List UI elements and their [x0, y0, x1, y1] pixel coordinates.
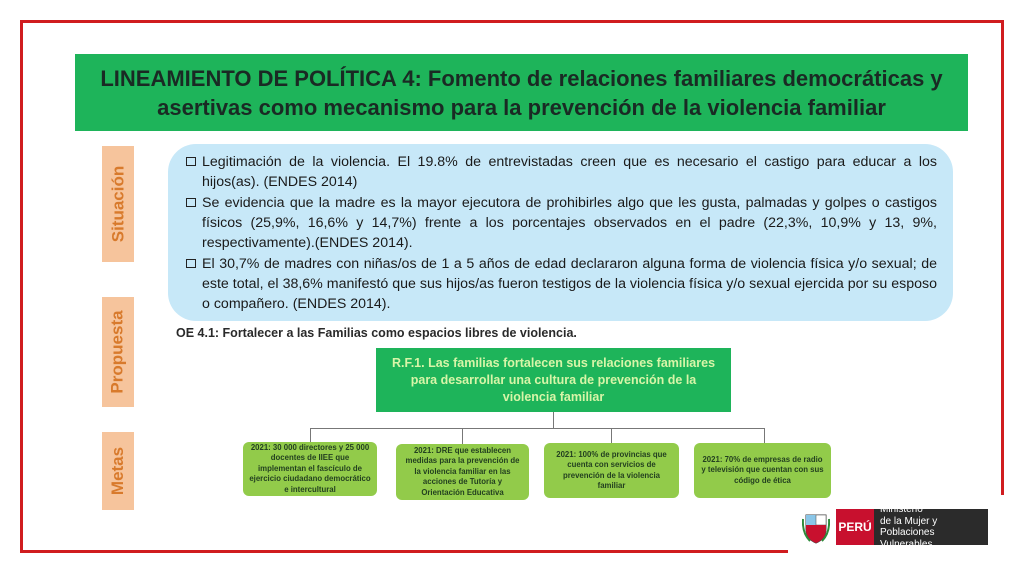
- meta-text: 2021: DRE que establecen medidas para la prevención de la violencia familiar en las acciones de Tutoría y Orientación Educativa: [405, 445, 520, 497]
- label-situacion-text: Situación: [108, 165, 128, 243]
- ministry-logo: [802, 506, 988, 548]
- meta-box: [544, 443, 679, 498]
- label-propuesta: [102, 297, 134, 407]
- frame-top-border: [20, 20, 1004, 23]
- meta-box: [694, 443, 831, 498]
- result-box: [376, 348, 731, 412]
- label-metas-text: Metas: [108, 446, 127, 496]
- connector-line: [310, 428, 765, 429]
- result-text: R.F.1. Las familias fortalecen sus relaciones familiares para desarrollar una cultura de prevención de la violencia familiar: [391, 355, 716, 404]
- objective-text: OE 4.1: Fortalecer a las Familias como espacios libres de violencia.: [176, 326, 577, 340]
- connector-line: [462, 428, 463, 444]
- situacion-bullet-text: El 30,7% de madres con niñas/os de 1 a 5 años de edad declararon alguna forma de violencia física y/o sexual; de este total, el 38,6% manifestó que sus hijos/as fueron testigos de la violencia física y/o sexual ejercida por su esposo o compañero. (ENDES 2014).: [202, 256, 937, 312]
- ministry-name-box: [874, 504, 988, 550]
- frame-right-border: [1001, 20, 1004, 495]
- label-metas: [102, 432, 134, 510]
- label-propuesta-text: Propuesta: [108, 310, 128, 394]
- label-situacion: [102, 146, 134, 262]
- meta-text: 2021: 70% de empresas de radio y televisión que cuentan con sus código de ética: [701, 454, 824, 485]
- situacion-bullet: [186, 254, 937, 314]
- ministry-line: de la Mujer y: [880, 515, 938, 527]
- situacion-bullet: [186, 152, 937, 192]
- ministry-line: Ministerio: [880, 504, 923, 515]
- connector-line: [764, 428, 765, 443]
- connector-line: [310, 428, 311, 442]
- situacion-bullet-text: Se evidencia que la madre es la mayor ejecutora de prohibirles algo que les gusta, palmadas y golpes o castigos físicos (25,9%, 16,6% y 14,7%) frente a los porcentajes observados en el padre (22,3%, 10,9% y 13, 9%, respectivamente).(ENDES 2014).: [202, 195, 937, 251]
- country-badge: [836, 509, 874, 545]
- checkbox-bullet-icon: [186, 259, 196, 268]
- country-text: PERÚ: [838, 520, 872, 534]
- frame-bottom-border: [20, 550, 788, 553]
- checkbox-bullet-icon: [186, 157, 196, 166]
- frame-left-border: [20, 20, 23, 553]
- meta-box: [396, 444, 529, 500]
- connector-line: [611, 428, 612, 443]
- ministry-line: Poblaciones Vulnerables: [880, 527, 935, 550]
- slide-title-text: LINEAMIENTO DE POLÍTICA 4: Fomento de relaciones familiares democráticas y asertivas como mecanismo para la prevención de la violencia familiar: [100, 65, 943, 120]
- checkbox-bullet-icon: [186, 198, 196, 207]
- connector-line: [553, 412, 554, 428]
- meta-box: [243, 442, 377, 496]
- situacion-bullet-text: Legitimación de la violencia. El 19.8% de entrevistadas creen que es necesario el castigo para educar a los hijos(as). (ENDES 2014): [202, 154, 937, 190]
- situacion-box: [168, 144, 953, 321]
- coat-of-arms-icon: [802, 509, 830, 545]
- meta-text: 2021: 30 000 directores y 25 000 docentes de IIEE que implementan el fascículo de ejercicio ciudadano democrático e intercultural: [249, 442, 371, 494]
- situacion-bullet: [186, 193, 937, 253]
- meta-text: 2021: 100% de provincias que cuenta con servicios de prevención de la violencia familiar: [556, 449, 667, 490]
- slide-title: [75, 54, 968, 131]
